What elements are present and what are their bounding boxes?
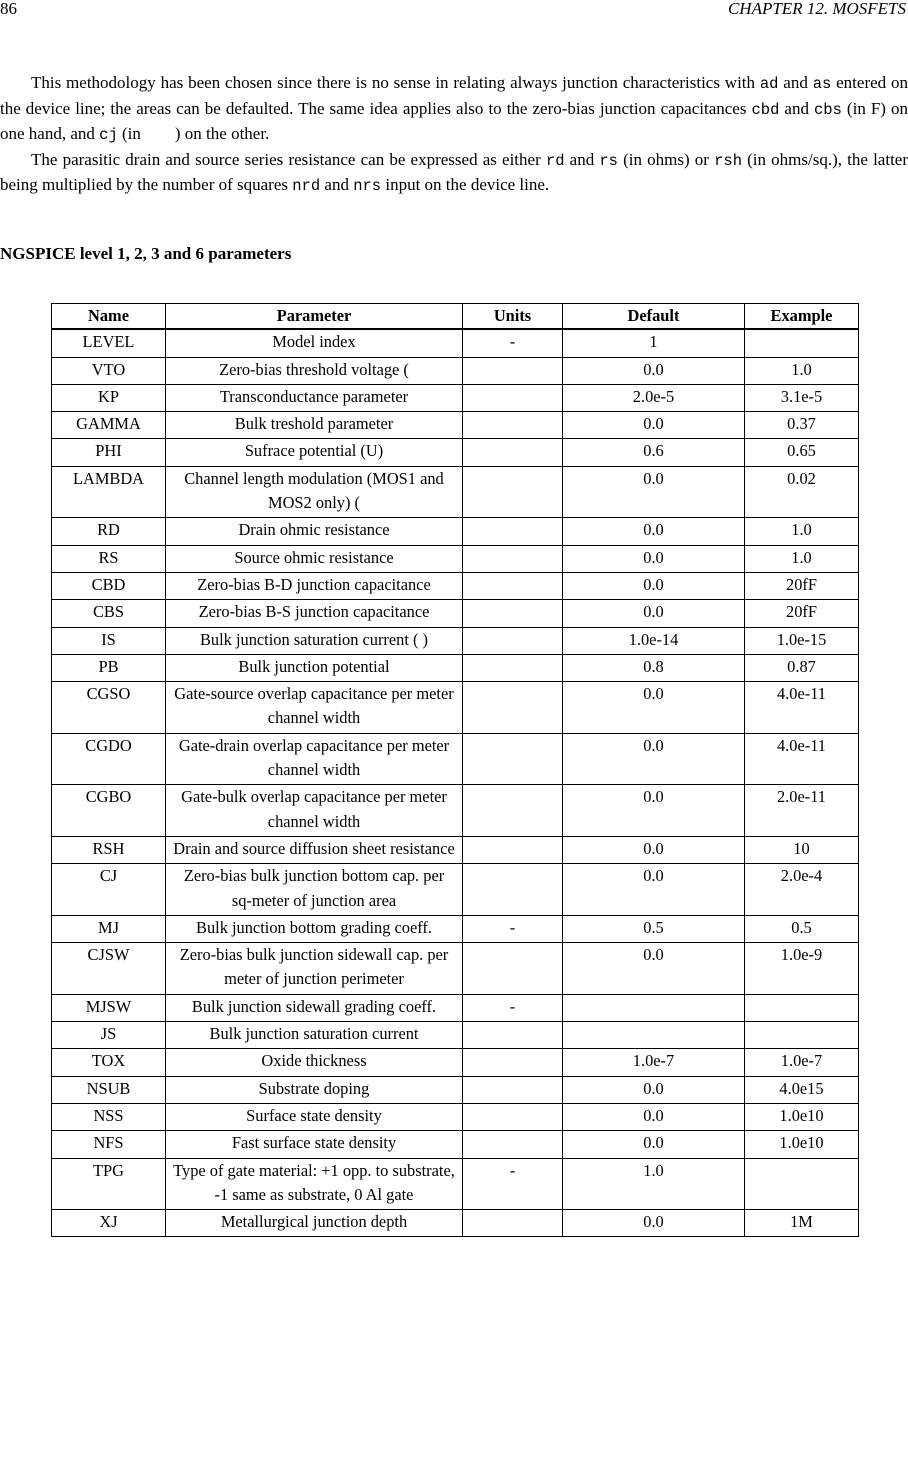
- cell-example: 0.65: [745, 439, 859, 466]
- cell-example: 0.37: [745, 412, 859, 439]
- cell-units: [463, 682, 563, 734]
- cell-example: 1M: [745, 1210, 859, 1237]
- cell-example: 1.0e10: [745, 1103, 859, 1130]
- cell-name: PHI: [52, 439, 166, 466]
- table-row: [52, 1131, 859, 1158]
- cell-example: 1.0: [745, 545, 859, 572]
- table-row: [52, 627, 859, 654]
- text-run: (in ohms) or: [617, 149, 715, 169]
- cell-units: [463, 439, 563, 466]
- cell-parameter: Fast surface state density: [166, 1131, 463, 1158]
- table-row: [52, 994, 859, 1021]
- code-cbd: cbd: [751, 100, 780, 119]
- table-row: [52, 682, 859, 734]
- cell-default: 0.0: [563, 1076, 745, 1103]
- table-row: [52, 1049, 859, 1076]
- cell-default: 1.0: [563, 1158, 745, 1210]
- cell-parameter: Gate-source overlap capacitance per meter channel width: [166, 682, 463, 734]
- cell-example: 0.02: [745, 466, 859, 518]
- cell-name: MJSW: [52, 994, 166, 1021]
- cell-example: 2.0e-11: [745, 785, 859, 837]
- table-row: [52, 466, 859, 518]
- cell-example: 1.0e-15: [745, 627, 859, 654]
- table-row: [52, 1103, 859, 1130]
- code-rs: rs: [599, 151, 618, 170]
- cell-units: [463, 836, 563, 863]
- cell-parameter: Zero-bias B-S junction capacitance: [166, 600, 463, 627]
- cell-name: RS: [52, 545, 166, 572]
- cell-example: 4.0e-11: [745, 733, 859, 785]
- cell-parameter: Source ohmic resistance: [166, 545, 463, 572]
- cell-example: 1.0e-7: [745, 1049, 859, 1076]
- cell-parameter: Bulk junction saturation current ( ): [166, 627, 463, 654]
- code-cj: cj: [99, 126, 118, 144]
- table-row: [52, 733, 859, 785]
- cell-default: 0.0: [563, 1131, 745, 1158]
- cell-default: 0.0: [563, 466, 745, 518]
- cell-default: 0.0: [563, 682, 745, 734]
- cell-parameter: Bulk junction sidewall grading coeff.: [166, 994, 463, 1021]
- cell-units: [463, 412, 563, 439]
- cell-units: [463, 1076, 563, 1103]
- cell-default: [563, 1022, 745, 1049]
- cell-units: [463, 1022, 563, 1049]
- cell-name: CBD: [52, 572, 166, 599]
- cell-default: 0.0: [563, 943, 745, 995]
- cell-name: PB: [52, 654, 166, 681]
- cell-units: -: [463, 915, 563, 942]
- cell-units: [463, 733, 563, 785]
- cell-example: [745, 1158, 859, 1210]
- cell-parameter: Substrate doping: [166, 1076, 463, 1103]
- text-run: and: [778, 73, 813, 92]
- cell-default: 0.0: [563, 357, 745, 384]
- cell-default: 0.0: [563, 412, 745, 439]
- table-row: [52, 1076, 859, 1103]
- cell-example: 0.87: [745, 654, 859, 681]
- cell-units: [463, 1103, 563, 1130]
- cell-name: IS: [52, 627, 166, 654]
- cell-default: 0.0: [563, 733, 745, 785]
- cell-default: 2.0e-5: [563, 384, 745, 411]
- cell-name: NSUB: [52, 1076, 166, 1103]
- cell-units: [463, 466, 563, 518]
- text-run: This methodology has been chosen since there is no sense in relating always junction characteristics with: [31, 73, 760, 92]
- table-row: [52, 384, 859, 411]
- cell-default: 0.6: [563, 439, 745, 466]
- cell-parameter: Drain ohmic resistance: [166, 518, 463, 545]
- table-row: [52, 864, 859, 916]
- table-row: [52, 329, 859, 357]
- table-row: [52, 572, 859, 599]
- cell-units: [463, 654, 563, 681]
- table-row: [52, 654, 859, 681]
- cell-example: 1.0: [745, 518, 859, 545]
- cell-parameter: Zero-bias bulk junction sidewall cap. per meter of junction perimeter: [166, 943, 463, 995]
- cell-parameter: Transconductance parameter: [166, 384, 463, 411]
- cell-parameter: Zero-bias threshold voltage (: [166, 357, 463, 384]
- table-row: [52, 439, 859, 466]
- code-as: as: [812, 75, 832, 93]
- table-header-row: [52, 304, 859, 330]
- cell-units: [463, 545, 563, 572]
- code-nrd: nrd: [292, 177, 321, 195]
- table-row: [52, 518, 859, 545]
- cell-parameter: Bulk junction potential: [166, 654, 463, 681]
- cell-name: MJ: [52, 915, 166, 942]
- text-run: and: [320, 175, 354, 194]
- paragraph-1: [0, 71, 908, 148]
- cell-units: [463, 572, 563, 599]
- cell-example: 20fF: [745, 572, 859, 599]
- cell-default: 0.0: [563, 864, 745, 916]
- cell-name: CGSO: [52, 682, 166, 734]
- cell-name: XJ: [52, 1210, 166, 1237]
- cell-units: [463, 943, 563, 995]
- cell-example: 10: [745, 836, 859, 863]
- cell-units: [463, 1131, 563, 1158]
- cell-name: CBS: [52, 600, 166, 627]
- cell-parameter: Type of gate material: +1 opp. to substrate, -1 same as substrate, 0 Al gate: [166, 1158, 463, 1210]
- cell-units: [463, 357, 563, 384]
- section-heading: NGSPICE level 1, 2, 3 and 6 parameters: [0, 244, 292, 263]
- cell-units: [463, 1210, 563, 1237]
- cell-units: [463, 600, 563, 627]
- cell-name: GAMMA: [52, 412, 166, 439]
- cell-name: RSH: [52, 836, 166, 863]
- cell-name: RD: [52, 518, 166, 545]
- cell-example: 4.0e15: [745, 1076, 859, 1103]
- cell-example: 20fF: [745, 600, 859, 627]
- cell-example: 0.5: [745, 915, 859, 942]
- cell-default: 0.0: [563, 1103, 745, 1130]
- cell-name: CJSW: [52, 943, 166, 995]
- table-row: [52, 1210, 859, 1237]
- table-row: [52, 545, 859, 572]
- column-header-name: Name: [52, 304, 166, 330]
- column-header-units: Units: [463, 304, 563, 330]
- cell-parameter: Zero-bias B-D junction capacitance: [166, 572, 463, 599]
- cell-default: 0.0: [563, 518, 745, 545]
- paragraph-2: [0, 148, 908, 199]
- cell-parameter: Gate-drain overlap capacitance per meter channel width: [166, 733, 463, 785]
- cell-example: 1.0: [745, 357, 859, 384]
- cell-units: [463, 864, 563, 916]
- cell-name: TPG: [52, 1158, 166, 1210]
- cell-default: 0.8: [563, 654, 745, 681]
- cell-default: 0.0: [563, 785, 745, 837]
- cell-name: LEVEL: [52, 329, 166, 357]
- table-row: [52, 412, 859, 439]
- cell-example: [745, 1022, 859, 1049]
- cell-units: [463, 518, 563, 545]
- text-run: and: [564, 149, 600, 169]
- cell-parameter: Sufrace potential (U): [166, 439, 463, 466]
- table-body: [52, 329, 859, 1237]
- cell-example: 4.0e-11: [745, 682, 859, 734]
- cell-name: NSS: [52, 1103, 166, 1130]
- cell-units: [463, 627, 563, 654]
- table-row: [52, 357, 859, 384]
- table-row: [52, 915, 859, 942]
- cell-parameter: Metallurgical junction depth: [166, 1210, 463, 1237]
- column-header-default: Default: [563, 304, 745, 330]
- cell-default: 0.0: [563, 836, 745, 863]
- table-row: [52, 600, 859, 627]
- cell-default: 0.5: [563, 915, 745, 942]
- cell-parameter: Bulk junction saturation current: [166, 1022, 463, 1049]
- cell-units: [463, 785, 563, 837]
- cell-name: KP: [52, 384, 166, 411]
- column-header-example: Example: [745, 304, 859, 330]
- cell-parameter: Drain and source diffusion sheet resistance: [166, 836, 463, 863]
- text-run: entered on the device line; the areas can be defaulted. The same idea applies also to the zero-bias junction capacitances: [0, 73, 908, 118]
- cell-example: [745, 329, 859, 357]
- cell-parameter: Zero-bias bulk junction bottom cap. per sq-meter of junction area: [166, 864, 463, 916]
- cell-parameter: Bulk treshold parameter: [166, 412, 463, 439]
- text-run: (in F) on one hand, and: [0, 98, 908, 143]
- table-row: [52, 836, 859, 863]
- cell-name: LAMBDA: [52, 466, 166, 518]
- text-run: and: [779, 98, 814, 118]
- cell-name: TOX: [52, 1049, 166, 1076]
- cell-parameter: Channel length modulation (MOS1 and MOS2 only) (: [166, 466, 463, 518]
- cell-name: CJ: [52, 864, 166, 916]
- cell-units: -: [463, 1158, 563, 1210]
- cell-default: 0.0: [563, 545, 745, 572]
- cell-parameter: Model index: [166, 329, 463, 357]
- text-run: (in ohms/sq.), the latter being multiplied by the number of squares: [0, 149, 908, 194]
- cell-default: 1.0e-14: [563, 627, 745, 654]
- text-run: The parasitic drain and source series resistance can be expressed as either: [31, 149, 546, 169]
- parameters-table: [51, 303, 859, 1237]
- cell-example: [745, 994, 859, 1021]
- cell-units: -: [463, 329, 563, 357]
- table-row: [52, 1158, 859, 1210]
- cell-name: JS: [52, 1022, 166, 1049]
- table-row: [52, 785, 859, 837]
- cell-parameter: Bulk junction bottom grading coeff.: [166, 915, 463, 942]
- cell-units: -: [463, 994, 563, 1021]
- cell-default: 1.0e-7: [563, 1049, 745, 1076]
- cell-example: 1.0e-9: [745, 943, 859, 995]
- text-run: (in ) on the other.: [117, 124, 270, 143]
- cell-default: 0.0: [563, 1210, 745, 1237]
- code-cbs: cbs: [814, 100, 842, 119]
- code-ad: ad: [759, 75, 779, 93]
- table-row: [52, 943, 859, 995]
- code-rd: rd: [545, 151, 565, 170]
- chapter-title: CHAPTER 12. MOSFETS: [727, 0, 906, 18]
- cell-parameter: Surface state density: [166, 1103, 463, 1130]
- cell-default: [563, 994, 745, 1021]
- cell-example: 2.0e-4: [745, 864, 859, 916]
- cell-example: 1.0e10: [745, 1131, 859, 1158]
- page-header: [0, 0, 908, 22]
- column-header-parameter: Parameter: [166, 304, 463, 330]
- cell-default: 0.0: [563, 572, 745, 599]
- page-number: 86: [0, 0, 17, 18]
- code-nrs: nrs: [353, 177, 382, 195]
- cell-units: [463, 1049, 563, 1076]
- body-text: [0, 71, 908, 199]
- cell-example: 3.1e-5: [745, 384, 859, 411]
- cell-parameter: Oxide thickness: [166, 1049, 463, 1076]
- cell-name: CGBO: [52, 785, 166, 837]
- cell-units: [463, 384, 563, 411]
- cell-parameter: Gate-bulk overlap capacitance per meter channel width: [166, 785, 463, 837]
- cell-name: NFS: [52, 1131, 166, 1158]
- code-rsh: rsh: [714, 151, 742, 170]
- cell-name: VTO: [52, 357, 166, 384]
- cell-default: 1: [563, 329, 745, 357]
- table-row: [52, 1022, 859, 1049]
- cell-default: 0.0: [563, 600, 745, 627]
- cell-name: CGDO: [52, 733, 166, 785]
- text-run: input on the device line.: [381, 175, 550, 194]
